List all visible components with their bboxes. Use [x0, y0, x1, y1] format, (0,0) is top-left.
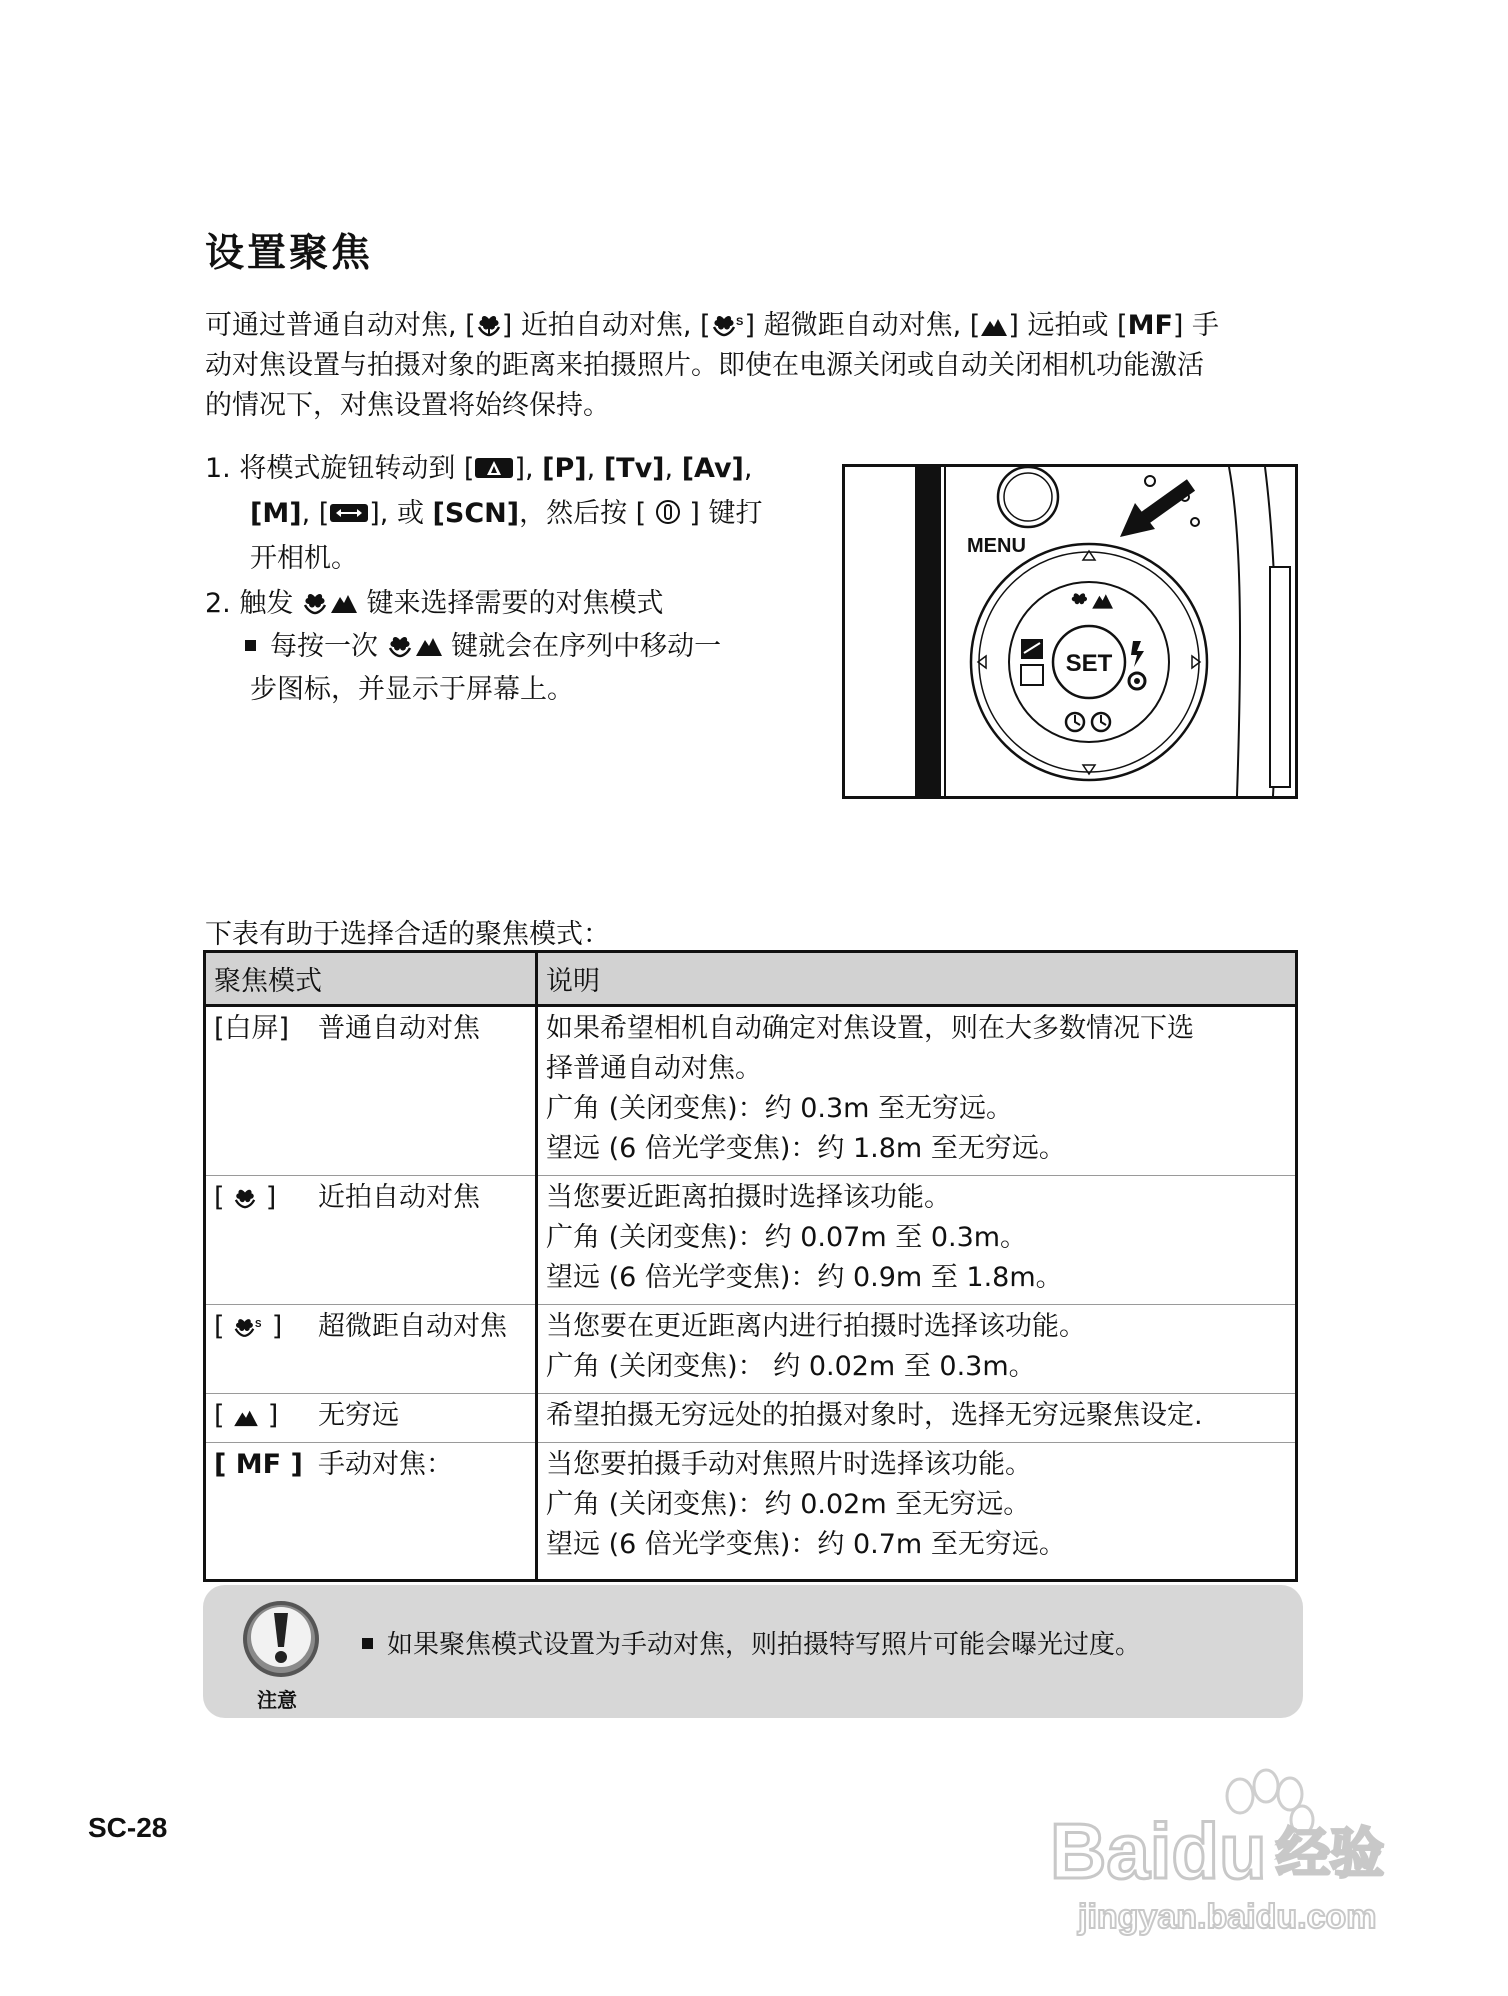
bullet-square-icon: [245, 640, 256, 651]
step-1-key: ] 键打: [689, 498, 763, 529]
intro-line-2: 动对焦设置与拍摄对象的距离来拍摄照片。即使在电源关闭或自动关闭相机功能激活: [205, 350, 1204, 381]
note-text-content: 如果聚焦模式设置为手动对焦，则拍摄特写照片可能会曝光过度。: [387, 1630, 1142, 1660]
desc-line: 望远 (6 倍光学变焦)：约 0.7m 至无穷远。: [546, 1529, 1066, 1560]
mountain-infinity-icon: [233, 1407, 259, 1427]
step-1-sep: ],: [514, 453, 543, 484]
intro-text-4: ] 远拍或 [: [1008, 310, 1128, 341]
watermark-cn: 经验: [1276, 1822, 1384, 1885]
mode-tag: [ MF ]: [214, 1449, 303, 1480]
focus-key-icon: [302, 591, 358, 615]
desc-line: 择普通自动对焦。: [546, 1053, 762, 1084]
header-description: 说明: [537, 952, 1297, 1006]
page-number: SC-28: [88, 1812, 168, 1843]
step-2-prefix: 2. 触发: [205, 588, 302, 619]
step-2-bullet: [245, 625, 825, 669]
step-1-prefix: 1. 将模式旋钮转动到 [: [205, 453, 475, 484]
super-macro-icon: [711, 313, 745, 337]
intro-text-2: ] 近拍自动对焦, [: [501, 310, 711, 341]
mode-name: 手动对焦：: [318, 1449, 453, 1480]
tag-close: ]: [259, 1400, 279, 1431]
desc-line: 广角 (关闭变焦)：约 0.02m 至无穷远。: [546, 1489, 1031, 1520]
desc-line: 广角 (关闭变焦)：约 0.3m 至无穷远。: [546, 1093, 1014, 1124]
table-caption: 下表有助于选择合适的聚焦模式：: [205, 919, 610, 950]
table-row: [205, 1305, 1297, 1394]
mode-scn: [SCN]: [432, 498, 520, 529]
intro-text-3: ] 超微距自动对焦, [: [744, 310, 981, 341]
macro-flower-icon: [233, 1187, 257, 1209]
table-row: [205, 1443, 1297, 1581]
step-1-press: ，然后按 [: [519, 498, 647, 529]
bullet-square-icon: [362, 1638, 373, 1649]
mode-tag: [白屏]: [214, 1013, 290, 1044]
tag-open: [: [214, 1182, 234, 1213]
step-2-bullet-a: 每按一次: [270, 631, 387, 662]
mode-av: [Av]: [681, 453, 744, 484]
super-macro-icon: [233, 1316, 263, 1338]
page-title: 设置聚焦: [205, 231, 374, 276]
desc-line: 当您要近距离拍摄时选择该功能。: [546, 1182, 951, 1213]
tag-close: ]: [263, 1311, 283, 1342]
mode-m: [M]: [250, 498, 302, 529]
mode-name: 近拍自动对焦: [318, 1182, 480, 1213]
table-row: [205, 1006, 1297, 1176]
step-1-line-1: 1. 将模式旋钮转动到 [ ], [P], [Tv], [Av],: [205, 453, 753, 484]
header-mode: 聚焦模式: [205, 952, 537, 1006]
svg-text:S: S: [735, 316, 743, 328]
desc-line: 当您要在更近距离内进行拍摄时选择该功能。: [546, 1311, 1086, 1342]
note-label: 注意: [257, 1688, 297, 1712]
desc-line: 希望拍摄无穷远处的拍摄对象时，选择无穷远聚焦设定.: [546, 1400, 1203, 1431]
mode-name: 无穷远: [318, 1400, 399, 1431]
mode-tag: [214, 1307, 318, 1347]
step-1-line-3: 开相机。: [250, 543, 358, 574]
focus-key-icon-2: [387, 634, 443, 658]
desc-line: 望远 (6 倍光学变焦)：约 1.8m 至无穷远。: [546, 1133, 1066, 1164]
step-1-line-2: [250, 492, 810, 536]
set-button-label: SET: [1065, 650, 1113, 677]
tag-open: [: [214, 1311, 234, 1342]
step-2-suffix: 键来选择需要的对焦模式: [357, 588, 664, 619]
panorama-mode-icon: [329, 501, 369, 525]
intro-text-1: 可通过普通自动对焦, [: [205, 310, 476, 341]
camera-back-diagram: [842, 464, 1298, 799]
macro-flower-icon: [476, 313, 502, 337]
tag-close: ]: [257, 1182, 277, 1213]
mf-label: MF: [1127, 310, 1173, 341]
mode-name: 超微距自动对焦: [318, 1311, 507, 1342]
mode-tag: [214, 1178, 318, 1218]
table-row: [205, 1176, 1297, 1305]
watermark-brand: Baidu: [1050, 1807, 1267, 1895]
camera-illustration: [845, 467, 1295, 796]
table-row: [205, 1394, 1297, 1443]
auto-mode-icon: [474, 456, 514, 480]
step-2-line-1: [205, 582, 825, 626]
intro-line-3: 的情况下，对焦设置将始终保持。: [205, 390, 610, 421]
mountain-infinity-icon: [980, 315, 1008, 337]
mode-tv: [Tv]: [603, 453, 665, 484]
watermark-url: jingyan.baidu.com: [1078, 1898, 1377, 1936]
intro-text-5: ] 手: [1172, 310, 1220, 341]
desc-line: 望远 (6 倍光学变焦)：约 0.9m 至 1.8m。: [546, 1262, 1063, 1293]
step-1-sep-3: ], 或: [369, 498, 433, 529]
focus-mode-table: [203, 950, 1298, 1582]
desc-line: 如果希望相机自动确定对焦设置，则在大多数情况下选: [546, 1013, 1194, 1044]
step-2-bullet-b: 键就会在序列中移动一: [442, 631, 722, 662]
tag-open: [: [214, 1400, 234, 1431]
mode-name: 普通自动对焦: [318, 1013, 480, 1044]
mode-p: [P]: [542, 453, 587, 484]
step-1-sep-2: , [: [301, 498, 330, 529]
desc-line: 当您要拍摄手动对焦照片时选择该功能。: [546, 1449, 1032, 1480]
note-text: [362, 1624, 1141, 1661]
mode-tag: [214, 1396, 318, 1436]
baidu-watermark: [1040, 1760, 1420, 1940]
table-header-row: [205, 952, 1297, 1006]
intro-paragraph: [205, 306, 1305, 426]
svg-text:S: S: [255, 1319, 262, 1330]
power-button-icon: [655, 499, 681, 525]
step-2-tail: 步图标，并显示于屏幕上。: [250, 674, 574, 705]
desc-line: 广角 (关闭变焦)： 约 0.02m 至 0.3m。: [546, 1351, 1036, 1382]
desc-line: 广角 (关闭变焦)：约 0.07m 至 0.3m。: [546, 1222, 1028, 1253]
menu-label: MENU: [967, 535, 1026, 557]
